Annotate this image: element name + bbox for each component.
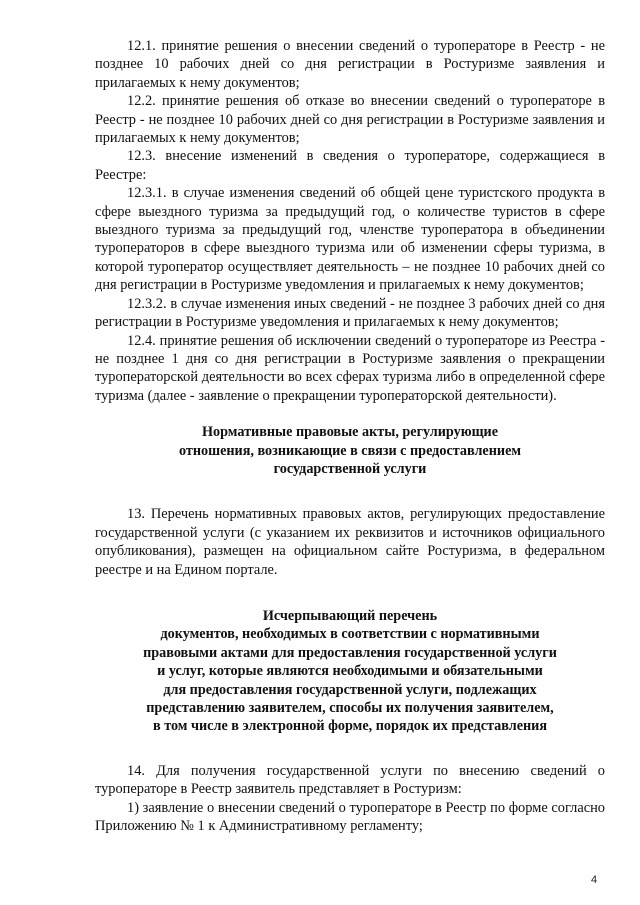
paragraph-12-4: 12.4. принятие решения об исключении сведений о туроператоре из Реестра - не позднее 1 дня со дня регистрации в Ростуризме заявления о прекращении туроператорской деятельности во всех сферах туризма либо в определенной сфере туризма (далее - заявление о прекращении туроператорской деятельности). xyxy=(95,332,605,404)
paragraph-12-3: 12.3. внесение изменений в сведения о туроператоре, содержащиеся в Реестре: xyxy=(95,148,605,183)
heading-line: отношения, возникающие в связи с предоставлением xyxy=(178,442,522,459)
page-number: 4 xyxy=(591,874,598,886)
paragraph-14: 14. Для получения государственной услуги по внесению сведений о туроператоре в Реестр заявитель представляет в Ростуризм: xyxy=(95,762,605,798)
paragraph-14-item-1: 1) заявление о внесении сведений о туроператоре в Реестр по форме согласно Приложению № 1 к Административному регламенту; xyxy=(95,799,605,835)
heading-line: в том числе в электронной форме, порядок их представления xyxy=(152,718,548,735)
paragraph-12-3-1: 12.3.1. в случае изменения сведений об общей цене туристского продукта в сфере выездного туризма за предыдущий год, о количестве туристов в сфере выездного туризма за предыдущий год, членстве туроператора в объединении туроператоров в сфере выездного туризма или об изменении сферы туризма, в которой туроператор осуществляет деятельность – не позднее 10 рабочих дней со дня регистрации в Ростуризме уведомления и прилагаемых к нему документов; xyxy=(95,185,605,294)
heading-line: правовыми актами для предоставления государственной услуги xyxy=(143,644,557,661)
heading-line: государственной услуги xyxy=(273,460,427,477)
heading-line: Нормативные правовые акты, регулирующие xyxy=(201,424,499,441)
heading-line: и услуг, которые являются необходимыми и обязательными xyxy=(157,663,543,680)
paragraph-12-1: 12.1. принятие решения о внесении сведений о туроператоре в Реестр - не позднее 10 рабочих дней со дня регистрации в Ростуризме заявления и прилагаемых к нему документов; xyxy=(95,38,605,91)
section-heading-documents-list xyxy=(95,607,605,736)
paragraph-12-2: 12.2. принятие решения об отказе во внесении сведений о туроператоре в Реестр - не позднее 10 рабочих дней со дня регистрации в Ростуризме заявления и прилагаемых к нему документов; xyxy=(95,93,605,147)
heading-line: документов, необходимых в соответствии с нормативными xyxy=(160,626,540,643)
paragraph-12-3-2: 12.3.2. в случае изменения иных сведений - не позднее 3 рабочих дней со дня регистрации в Ростуризме уведомления и прилагаемых к нему документов; xyxy=(95,295,605,331)
heading-line: Исчерпывающий перечень xyxy=(262,607,438,624)
section-heading-regulatory-acts xyxy=(95,423,605,478)
heading-line: для предоставления государственной услуги, подлежащих xyxy=(163,681,537,698)
paragraph-13: 13. Перечень нормативных правовых актов, регулирующих предоставление государственной услуги (с указанием их реквизитов и источников официального опубликования), размещен на официальном сайте Ростуризма, в федеральном реестре и на Едином портале. xyxy=(95,506,605,578)
page-content xyxy=(95,37,605,835)
heading-line: представлению заявителем, способы их получения заявителем, xyxy=(146,700,554,716)
